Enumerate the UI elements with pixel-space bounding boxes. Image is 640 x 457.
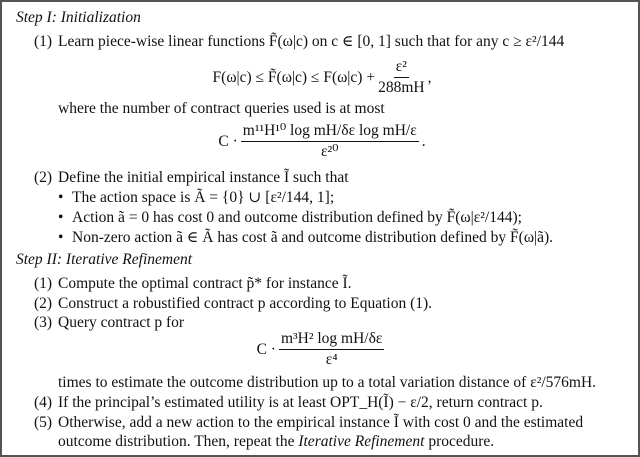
eq-fraction (378, 58, 425, 97)
step2-item4-text: If the principal’s estimated utility is at least OPT_H(Ĩ) − ε/2, return contract p. (58, 394, 543, 411)
bullet-item: • Action ã = 0 has cost 0 and outcome distribution defined by F̃(ω|ε²/144); (72, 208, 522, 228)
step2-title: Step II: Iterative Refinement (16, 251, 193, 268)
step1-title: Step I: Initialization (16, 9, 141, 26)
step2-item3-marker: (3) (34, 314, 53, 331)
step2-item3-continuation: times to estimate the outcome distribution up to a total variation distance of ε²/576mH. (58, 374, 597, 391)
step2-item5-marker: (5) (34, 414, 53, 431)
step1-item1-where: where the number of contract queries used is at most (58, 100, 385, 117)
eq3-numerator: m³H² log mH/δε (279, 330, 384, 350)
step1-item1-text: Learn piece-wise linear functions F̃(ω|c) on c ∈ [0, 1] such that for any c ≥ ε²/144 (58, 33, 565, 50)
step1-item2-text: Define the initial empirical instance Ĩ such that (58, 169, 349, 186)
bullet-item: • The action space is Ã = {0} ∪ [ε²/144, 1]; (72, 188, 334, 208)
step2-item1-text: Compute the optimal contract p̃* for instance Ĩ. (58, 275, 352, 292)
equation-approx-bound (2, 58, 640, 97)
eq-numerator: ε² (394, 58, 409, 78)
eq3-fraction (279, 330, 384, 369)
eq-tail: , (427, 68, 432, 86)
eq-denominator: 288mH (378, 79, 425, 96)
step2-item2-marker: (2) (34, 295, 53, 312)
step1-item2-marker: (2) (34, 169, 53, 186)
equation-query-count (2, 122, 640, 161)
step2-item4-marker: (4) (34, 394, 53, 411)
step1-item1-marker: (1) (34, 33, 53, 50)
step2-item1-marker: (1) (34, 275, 53, 292)
step2-item3-text: Query contract p for (58, 314, 185, 331)
eq3-left: C · (256, 340, 276, 358)
eq2-fraction (241, 122, 419, 161)
eq2-denominator: ε²⁰ (321, 143, 339, 160)
step2-item5-text: Otherwise, add a new action to the empirical instance Ĩ with cost 0 and the estimated (58, 414, 584, 431)
bullet-item: • Non-zero action ã ∈ Ã has cost ã and outcome distribution defined by F̃(ω|ã). (72, 228, 553, 248)
item5-cont-a: outcome distribution. Then, repeat the (58, 433, 299, 450)
eq2-numerator: m¹¹H¹⁰ log mH/δε log mH/ε (241, 122, 419, 142)
equation-query-times (2, 330, 640, 369)
item5-cont-emphasis: Iterative Refinement (298, 433, 425, 450)
eq3-denominator: ε⁴ (325, 351, 338, 368)
step2-item5-continuation (58, 432, 494, 452)
step2-item2-text: Construct a robustified contract p according to Equation (1). (58, 295, 433, 312)
eq2-left: C · (218, 132, 238, 150)
item5-cont-b: procedure. (424, 433, 495, 450)
eq-left: F(ω|c) ≤ F̃(ω|c) ≤ F(ω|c) + (212, 68, 376, 86)
eq2-tail: . (421, 132, 426, 150)
